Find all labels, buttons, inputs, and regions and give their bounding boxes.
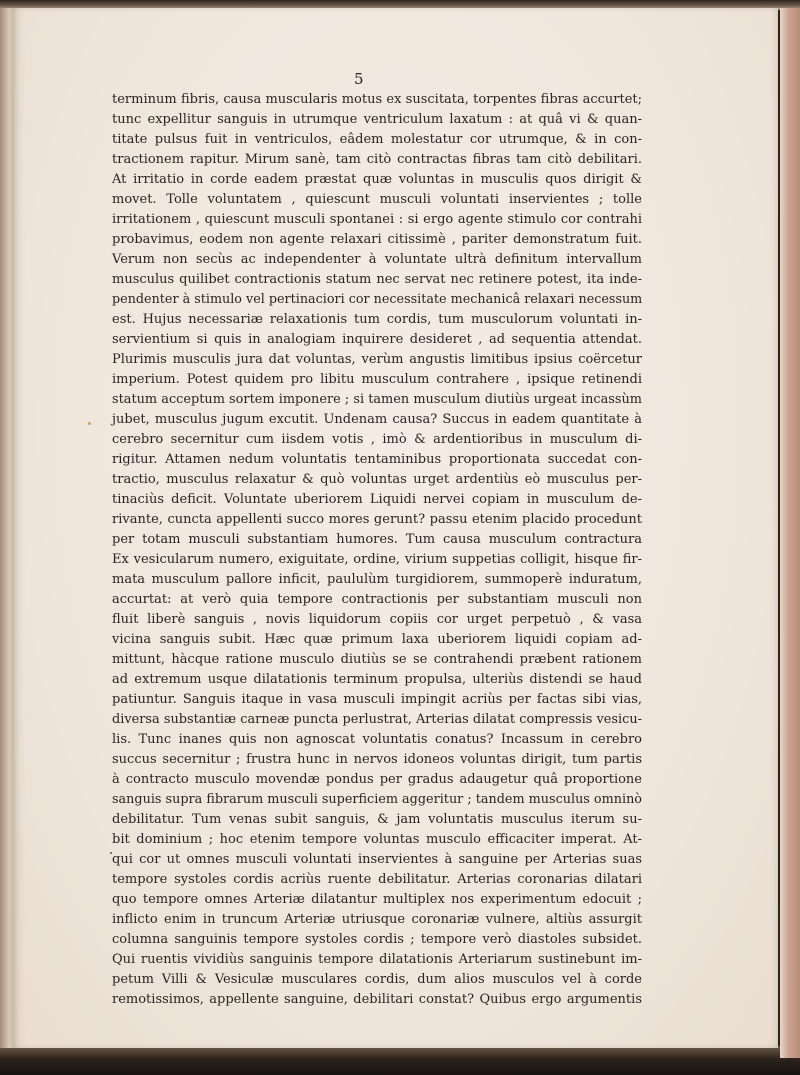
text-line: At irritatio in corde eadem præstat quæ voluntas in musculis quos dirigit &	[112, 172, 642, 187]
text-line: movet. Tolle voluntatem , quiescunt musculi voluntati inservientes ; tolle	[112, 192, 642, 207]
text-line: musculus quilibet contractionis statum nec servat nec retinere potest, ita inde-	[112, 272, 642, 287]
text-line: diversa substantiæ carneæ puncta perlustrat, Arterias dilatat compressis vesicu-	[112, 712, 643, 727]
text-line: Verum non secùs ac independenter à voluntate ultrà definitum intervallum	[112, 252, 642, 267]
text-line: remotissimos, appellente sanguine, debilitari constat? Quibus ergo argumentis	[112, 992, 642, 1007]
text-line: Plurimis musculis jura dat voluntas, verùm angustis limitibus ipsius coërcetur	[112, 352, 642, 367]
text-line: pendenter à stimulo vel pertinaciori cor necessitate mechanicâ relaxari necessum	[112, 292, 643, 307]
text-line: servientium si quis in analogiam inquirere desideret , ad sequentia attendat.	[112, 332, 642, 347]
text-line: mittunt, hàcque ratione musculo diutiùs se se contrahendi præbent rationem	[112, 652, 642, 667]
paper-page	[14, 8, 778, 1048]
text-line: accurtat: at verò quia tempore contractionis per substantiam musculi non	[112, 592, 642, 607]
text-line: tractionem rapitur. Mirum sanè, tam citò contractas fibras tam citò debilitari.	[112, 152, 642, 167]
right-page-edge	[780, 8, 800, 1058]
text-line: tempore systoles cordis acriùs ruente debilitatur. Arterias coronarias dilatari	[112, 872, 642, 887]
text-line: jubet, musculus jugum excutit. Undenam causa? Succus in eadem quantitate à	[112, 412, 642, 427]
text-line: debilitatur. Tum venas subit sanguis, & jam voluntatis musculus iterum su-	[112, 812, 642, 827]
left-page-gutter	[0, 8, 15, 1048]
text-line: probavimus, eodem non agente relaxari citissimè , pariter demonstratum fuit.	[112, 232, 642, 247]
latin-text-block	[112, 90, 642, 1010]
text-line: inflicto enim in truncum Arteriæ utriusque coronariæ vulnere, altiùs assurgit	[112, 912, 642, 927]
text-line: tunc expellitur sanguis in utrumque ventriculum laxatum : at quâ vi & quan-	[112, 112, 642, 127]
text-line: rigitur. Attamen nedum voluntatis tentaminibus proportionata succedat con-	[112, 452, 642, 467]
text-line: cerebro secernitur cum iisdem votis , imò & ardentioribus in musculum di-	[112, 432, 642, 447]
ink-speck-icon	[88, 422, 91, 425]
page-number: 5	[354, 70, 364, 88]
text-line: petum Villi & Vesiculæ musculares cordis, dum alios musculos vel à corde	[112, 972, 642, 987]
text-line: columna sanguinis tempore systoles cordis ; tempore verò diastoles subsidet.	[112, 932, 642, 947]
text-line: patiuntur. Sanguis itaque in vasa musculi impingit acriùs per factas sibi vias,	[112, 692, 642, 707]
bottom-book-edge	[0, 1046, 800, 1075]
text-line: rivante, cuncta appellenti succo mores gerunt? passu etenim placido procedunt	[112, 512, 642, 527]
text-line: Ex vesicularum numero, exiguitate, ordine, virium suppetias colligit, hisque fir-	[112, 552, 642, 567]
text-line: Qui ruentis vividiùs sanguinis tempore dilatationis Arteriarum sustinebunt im-	[112, 952, 642, 967]
text-line: ad extremum usque dilatationis terminum propulsa, ulteriùs distendi se haud	[112, 672, 642, 687]
text-line: titate pulsus fuit in ventriculos, eâdem molestatur cor utrumque, & in con-	[112, 132, 642, 147]
text-line: imperium. Potest quidem pro libitu musculum contrahere , ipsique retinendi	[112, 372, 642, 387]
text-line: per totam musculi substantiam humores. Tum causa musculum contractura	[112, 532, 642, 547]
text-line: fluit liberè sanguis , novis liquidorum copiis cor urget perpetuò , & vasa	[112, 612, 642, 627]
text-line: succus secernitur ; frustra hunc in nervos idoneos voluntas dirigit, tum partis	[112, 752, 642, 767]
text-line: statum acceptum sortem imponere ; si tamen musculum diutiùs urgeat incassùm	[112, 392, 643, 407]
text-line: quo tempore omnes Arteriæ dilatantur multiplex nos experimentum edocuit ;	[112, 892, 642, 907]
text-line: à contracto musculo movendæ pondus per gradus adaugetur quâ proportione	[112, 772, 642, 787]
text-line: vicina sanguis subit. Hæc quæ primum laxa uberiorem liquidi copiam ad-	[112, 632, 642, 647]
text-line: irritationem , quiescunt musculi spontanei : si ergo agente stimulo cor contrahi	[112, 212, 642, 227]
text-line: tinaciùs deficit. Voluntate uberiorem Liquidi nervei copiam in musculum de-	[112, 492, 642, 507]
text-line: qui cor ut omnes musculi voluntati inservientes à sanguine per Arterias suas	[112, 852, 642, 867]
text-line: tractio, musculus relaxatur & quò voluntas urget ardentiùs eò musculus per-	[112, 472, 642, 487]
text-line: terminum fibris, causa muscularis motus ex suscitata, torpentes fibras accurtet;	[112, 92, 642, 107]
text-line: est. Hujus necessariæ relaxationis tum cordis, tum musculorum voluntati in-	[112, 312, 642, 327]
text-line: sanguis supra fibrarum musculi superficiem aggeritur ; tandem musculus omninò	[112, 792, 642, 807]
text-line: mata musculum pallore inficit, paululùm turgidiorem, summoperè induratum,	[112, 572, 642, 587]
text-line: lis. Tunc inanes quis non agnoscat voluntatis conatus? Incassum in cerebro	[112, 732, 642, 747]
text-line: bit dominium ; hoc etenim tempore voluntas musculo efficaciter imperat. At-	[112, 832, 642, 847]
